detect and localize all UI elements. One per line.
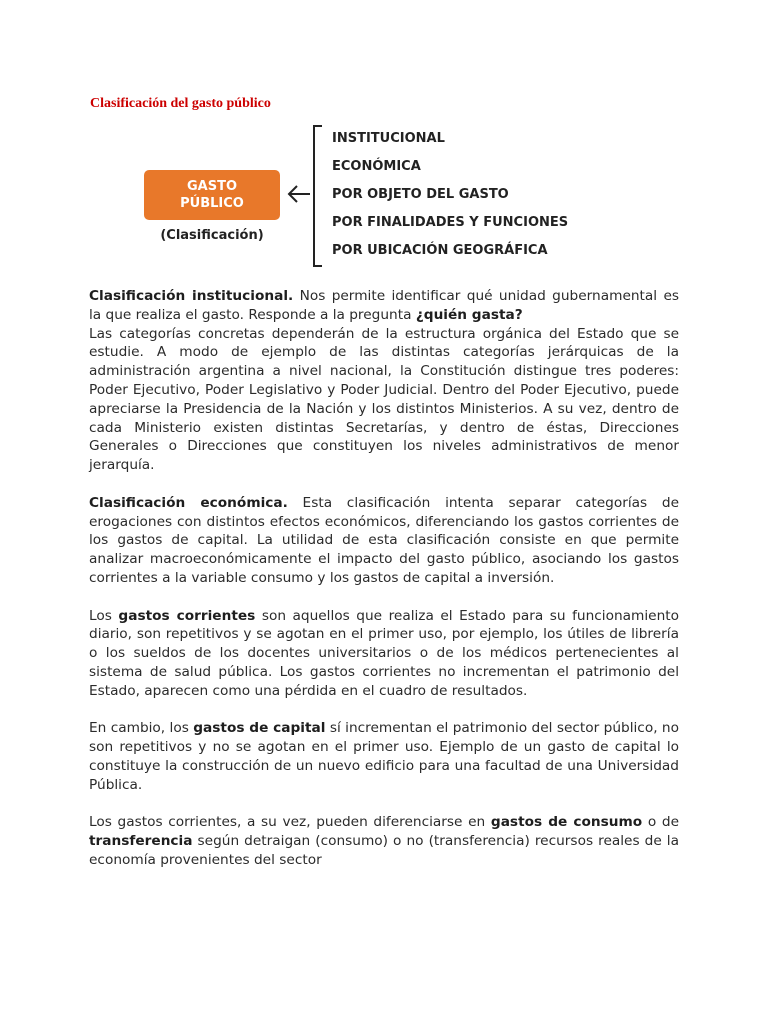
box-line-1: GASTO: [186, 179, 237, 194]
paragraph-institucional: [89, 287, 679, 325]
document-body: [89, 287, 679, 889]
term-bold: gastos corrientes: [118, 607, 256, 624]
paragraph-consumo-transferencia: [89, 813, 679, 869]
term-bold: transferencia: [89, 833, 193, 850]
box-caption: (Clasificación): [160, 228, 264, 243]
category-item: ECONÓMICA: [332, 159, 421, 174]
paragraph-economica: [89, 494, 679, 588]
classification-diagram: [0, 0, 768, 290]
paragraph-text: según detraigan (consumo) o no (transferencia) recursos reales de la economía provenientes del sector: [89, 833, 679, 868]
paragraph-text: Esta clasificación intenta separar categorías de erogaciones con distintos efectos económicos, diferenciando los gastos corrientes de los gastos de capital. La utilidad de esta clasificación consiste en que permite analizar macroeconómicamente el impacto del gasto público, asociando los gastos corrientes a la variable consumo y los gastos de capital a inversión.: [89, 494, 679, 586]
box-line-2: PÚBLICO: [180, 196, 244, 211]
category-item: POR FINALIDADES Y FUNCIONES: [332, 215, 569, 230]
term-bold: gastos de capital: [193, 720, 326, 737]
term-bold: gastos de consumo: [490, 814, 643, 831]
category-item: POR UBICACIÓN GEOGRÁFICA: [332, 243, 548, 258]
paragraph-gastos-capital: [89, 719, 679, 794]
bracket: [313, 125, 322, 267]
arrow-left-icon: [286, 184, 312, 204]
paragraph-text: Los gastos corrientes, a su vez, pueden diferenciarse en: [89, 814, 491, 831]
paragraph-text: son aquellos que realiza el Estado para su funcionamiento diario, son repetitivos y se agotan en el primer uso, por ejemplo, los útiles de librería o los sueldos de los docentes universitarios o de los médicos pertenecientes al sistema de salud pública. Los gastos corrientes no incrementan el patrimonio del Estado, aparecen como una pérdida en el cuadro de resultados.: [89, 607, 680, 699]
paragraph-gastos-corrientes: [89, 607, 679, 701]
paragraph-categorias: Las categorías concretas dependerán de la estructura orgánica del Estado que se estudie. A modo de ejemplo de las distintas categorías jerárquicas de la administración argentina a nivel nacional, la Constitución distingue tres poderes: Poder Ejecutivo, Poder Legislativo y Poder Judicial. Dentro del Poder Ejecutivo, puede apreciarse la Presidencia de la Nación y los distintos Ministerios. A su vez, dentro de cada Ministerio existen distintas Secretarías, y dentro de éstas, Direcciones Generales o Direcciones que constituyen los niveles administrativos de menor jerarquía.: [89, 325, 679, 474]
category-item: POR OBJETO DEL GASTO: [332, 187, 509, 202]
term-bold: Clasificación institucional.: [89, 288, 294, 304]
paragraph-text: sí incrementan el patrimonio del sector público, no son repetitivos y no se agotan en el primer uso. Ejemplo de un gasto de capital lo constituye la construcción de un nuevo edificio para una facultad de una Universidad Pública.: [89, 720, 679, 793]
category-item: INSTITUCIONAL: [332, 131, 445, 146]
paragraph-text: En cambio, los: [89, 720, 194, 737]
paragraph-text: Nos permite identificar qué unidad gubernamental es la que realiza el gasto. Responde a la pregunta: [89, 288, 680, 323]
category-list: [332, 131, 568, 271]
paragraph-text: Los: [89, 607, 119, 624]
term-bold: Clasificación económica.: [89, 494, 288, 511]
term-bold: ¿quién gasta?: [415, 306, 523, 323]
gasto-publico-box: [144, 170, 280, 220]
page-heading: Clasificación del gasto público: [90, 96, 271, 111]
paragraph-text: o de: [642, 814, 679, 831]
